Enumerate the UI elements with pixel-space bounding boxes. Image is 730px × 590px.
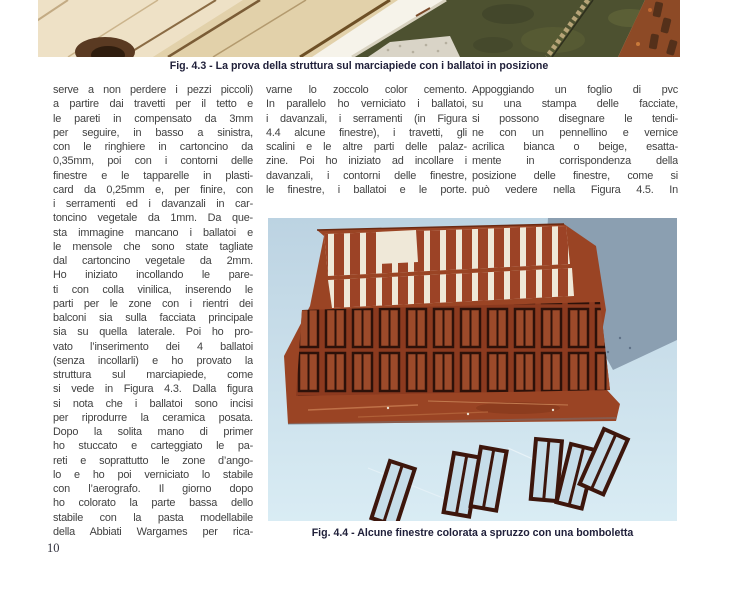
- text-line: le pareti in compensato da 3mm: [53, 112, 253, 125]
- text-line: 0,35mm, poi con i contorni delle: [53, 155, 253, 168]
- body-text-column-3: [472, 83, 678, 197]
- text-line: le finestre, i ballatoi e le porte.: [266, 183, 467, 196]
- painted-windows-image: [268, 218, 677, 521]
- text-line: Ho iniziato incollando le pare-: [53, 269, 253, 282]
- text-line: per riprodurre la ceramica posata.: [53, 411, 253, 424]
- text-line: con le ringhiere in cartoncino da: [53, 141, 253, 153]
- text-line: reti e soprattutto le zone d’ango-: [53, 454, 253, 467]
- text-line: le mensole che sono state tagliate: [53, 240, 253, 253]
- text-line: toncino vegetale da 1mm. Da que-: [53, 212, 253, 225]
- text-line: acrilica bianca o beige, esatta-: [472, 141, 678, 153]
- diorama-sidewalk-image: [38, 0, 680, 57]
- text-line: sta immagine mancano i ballatoi e: [53, 226, 253, 239]
- text-line: per seguire, in basso a sinistra,: [53, 126, 253, 139]
- text-line: vato l’inserimento dei 4 ballatoi: [53, 340, 253, 353]
- text-line: stabile con la pasta modellabile: [53, 511, 253, 524]
- text-line: mente in corrispondenza della: [472, 155, 678, 168]
- text-line: posizione delle finestre, come si: [472, 169, 678, 182]
- text-line: può vedere nella Figura 4.5. In: [472, 183, 678, 196]
- text-line: della Abbiati Wargames per rica-: [53, 525, 253, 538]
- body-text-column-2: [266, 83, 467, 197]
- text-line: dal cartoncino vegetale da 2mm.: [53, 255, 253, 267]
- text-line: card da 0,25mm e, per finire, con: [53, 183, 253, 196]
- figure-4-4-photo: [268, 218, 677, 521]
- figure-4-3-caption: Fig. 4.3 - La prova della struttura sul marciapiede con i ballatoi in posizione: [169, 60, 549, 72]
- figure-4-4-caption: Fig. 4.4 - Alcune finestre colorata a spruzzo con una bomboletta: [311, 527, 634, 539]
- text-line: a partire dai travetti per il tetto e: [53, 98, 253, 111]
- text-line: In parallelo ho verniciato i ballatoi,: [266, 98, 467, 111]
- text-line: finestre e le tapparelle in plasti-: [53, 169, 253, 182]
- text-line: sia su quella laterale. Poi ho pro-: [53, 326, 253, 339]
- text-line: Appoggiando un foglio di pvc: [472, 84, 678, 96]
- text-line: Dopo la solita mano di primer: [53, 426, 253, 438]
- text-line: con l’aerografo. Il giorno dopo: [53, 483, 253, 495]
- text-line: lo e ho poi verniciato lo stabile: [53, 468, 253, 481]
- text-line: scalini e le altre parti delle palaz-: [266, 141, 467, 153]
- text-line: su una stampa delle facciate,: [472, 98, 678, 111]
- text-line: i davanzali, i serramenti (in Figura: [266, 112, 467, 125]
- text-line: davanzali, i contorni delle finestre,: [266, 169, 467, 182]
- text-line: ho stuccato e carteggiato le pa-: [53, 440, 253, 453]
- text-line: parti per le zone con i rientri dei: [53, 297, 253, 310]
- text-line: balconi sia sulla facciata principale: [53, 312, 253, 324]
- page-number: 10: [47, 541, 60, 555]
- text-line: si vede in Figura 4.3. Dalla figura: [53, 383, 253, 396]
- text-line: si possono disegnare le tendi-: [472, 112, 678, 125]
- text-line: 4.4 alcune finestre), i travetti, gli: [266, 126, 467, 139]
- text-line: struttura sul marciapiede, come: [53, 369, 253, 381]
- text-line: i serramenti ed i davanzali in car-: [53, 198, 253, 210]
- text-line: (senza incollarli) e ho provato la: [53, 354, 253, 367]
- text-line: serve a non perdere i pezzi piccoli): [53, 84, 253, 96]
- text-line: ti con colla vinilica, inserendo le: [53, 283, 253, 296]
- text-line: si nota che i ballatoi sono incisi: [53, 397, 253, 410]
- text-line: ho colorato la parte bassa dello: [53, 497, 253, 510]
- body-text-column-1: [53, 83, 253, 539]
- text-line: varne lo zoccolo color cemento.: [266, 84, 467, 96]
- text-line: ne con un pennellino e vernice: [472, 126, 678, 139]
- figure-4-3-photo: [38, 0, 680, 57]
- text-line: zine. Poi ho iniziato ad incollare i: [266, 155, 467, 168]
